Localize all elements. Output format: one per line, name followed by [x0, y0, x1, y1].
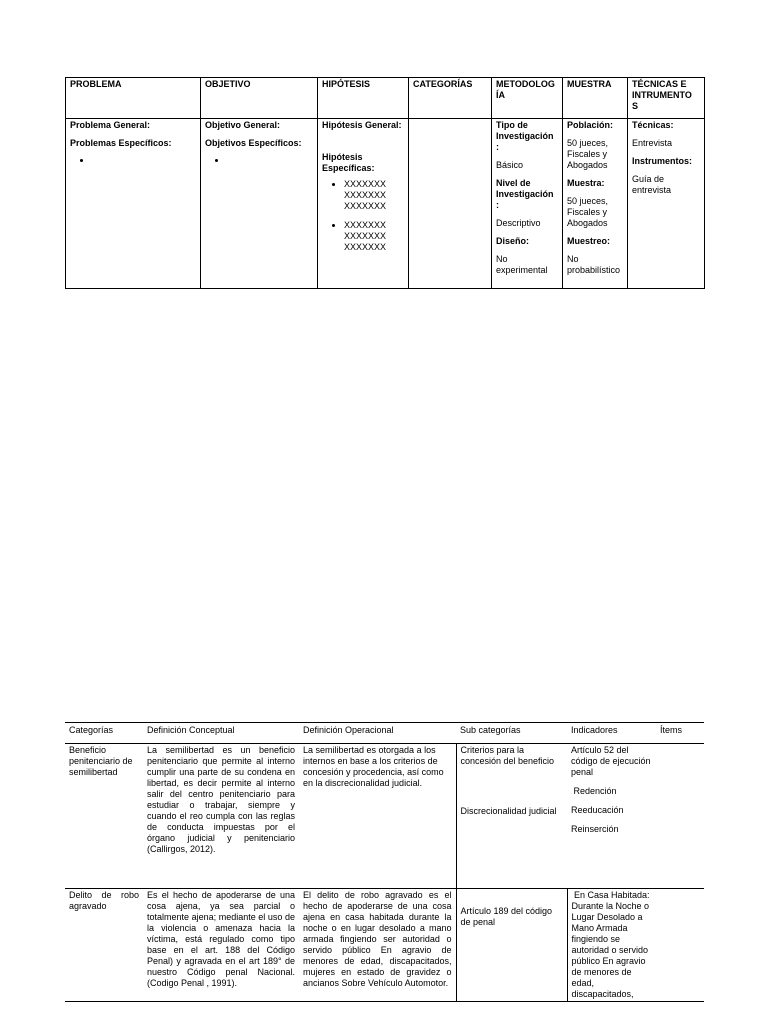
muestreo-value: No probabilístico: [567, 254, 621, 275]
header-items: Ítems: [656, 723, 704, 744]
hipotesis-list: [322, 179, 404, 253]
nivel-investigacion-label: Nivel de Investigación :: [496, 178, 554, 210]
header-categorias: CATEGORÍAS: [409, 78, 492, 119]
subcategoria-item: Artículo 189 del código de penal: [460, 906, 553, 927]
cell-problema: [66, 119, 201, 289]
muestra-value: 50 jueces, Fiscales y Abogados: [567, 196, 609, 228]
problemas-especificos-list: [70, 155, 196, 166]
list-item: [92, 155, 196, 166]
matrix-header-row: [66, 78, 705, 119]
categoria-cell: Beneficio penitenciario de semilibertad: [65, 744, 143, 889]
tipo-investigacion-label: Tipo de Investigación :: [496, 120, 554, 152]
cell-tecnicas: [628, 119, 705, 289]
header-problema: PROBLEMA: [66, 78, 201, 119]
subcategoria-item: Criterios para la concesión del beneficio: [460, 745, 555, 766]
instrumentos-label: Instrumentos:: [632, 156, 693, 166]
header-hipotesis: HIPÓTESIS: [318, 78, 409, 119]
nivel-investigacion-value: Descriptivo: [496, 218, 541, 228]
list-item: • XXXXXXX XXXXXXX XXXXXXX: [344, 220, 404, 253]
items-cell: [656, 889, 704, 1002]
objetivos-especificos-list: [205, 155, 313, 166]
table-row: [65, 889, 704, 1002]
tipo-investigacion-value: Básico: [496, 160, 524, 170]
poblacion-label: Población:: [567, 120, 614, 130]
cell-muestra: [563, 119, 628, 289]
tecnicas-value: Entrevista: [632, 138, 673, 148]
categoria-cell: Delito de robo agravado: [65, 889, 143, 1002]
header-metodologia-text: METODOLOG ÍA: [496, 79, 555, 100]
indicador-item: Artículo 52 del código de ejecución penal: [571, 745, 651, 777]
header-definicion-conceptual: Definición Conceptual: [143, 723, 299, 744]
conceptual-cell: Es el hecho de apoderarse de una cosa ajena, ya sea parcial o totalmente ajena; mediante el uso de la violencia o amenaza hacia la víctima, está regulado como tipo base en el art. 188 del Código Penal) y agravada en el art 189° de nuestro Código penal Nacional. (Codigo Penal , 1991).: [143, 889, 299, 1002]
indicadores-cell: [567, 744, 656, 889]
hipotesis-general-label: Hipótesis General:: [322, 120, 402, 130]
table-row: [65, 744, 704, 889]
poblacion-value: 50 jueces, Fiscales y Abogados: [567, 138, 609, 170]
operationalization-table: [65, 722, 704, 1002]
subcategorias-cell: [456, 744, 567, 889]
header-sub-categorias: Sub categorías: [456, 723, 567, 744]
header-objetivo: OBJETIVO: [201, 78, 318, 119]
diseno-label: Diseño:: [496, 236, 530, 246]
objetivo-general-label: Objetivo General:: [205, 120, 281, 130]
matrix-body-row: [66, 119, 705, 289]
list-item: • XXXXXXX XXXXXXX XXXXXXX: [344, 179, 404, 212]
muestra-label: Muestra:: [567, 178, 605, 188]
indicador-item: En Casa Habitada: Durante la Noche o Lugar Desolado a Mano Armada fingiendo se autoridad o servido público En agravio de menores de edad, discapacitados,: [571, 890, 653, 999]
cell-objetivo: [201, 119, 318, 289]
tecnicas-label: Técnicas:: [632, 120, 674, 130]
header-muestra: MUESTRA: [563, 78, 628, 119]
header-indicadores: Indicadores: [567, 723, 656, 744]
conceptual-cell: La semilibertad es un beneficio penitenciario que permite al interno cumplir una parte de su condena en libertad, es decir permite al interno salir del centro penitenciario para estudiar o trabajar, siempre y cuando el reo cumpla con las reglas de conducta impuestas por el órgano judicial y penitenciario (Callirgos, 2012).: [143, 744, 299, 889]
instrumentos-value: Guía de entrevista: [632, 174, 672, 195]
operacional-cell: La semilibertad es otorgada a los internos en base a los criterios de concesión y procedencia, así como en la discrecionalidad judicial.: [299, 744, 456, 889]
header-tecnicas: [628, 78, 705, 119]
cell-metodologia: [492, 119, 563, 289]
objetivos-especificos-label: Objetivos Específicos:: [205, 138, 302, 148]
indicador-item: Redención: [571, 786, 617, 796]
problemas-especificos-label: Problemas Específicos:: [70, 138, 172, 148]
cell-hipotesis: [318, 119, 409, 289]
list-item: [227, 155, 313, 166]
header-definicion-operacional: Definición Operacional: [299, 723, 456, 744]
diseno-value: No experimental: [496, 254, 548, 275]
consistency-matrix-table: [65, 77, 705, 289]
header-tecnicas-text: TÉCNICAS E INTRUMENTO S: [632, 79, 692, 111]
cell-categorias: [409, 119, 492, 289]
indicador-item: Reinserción: [571, 824, 619, 834]
indicadores-cell: [567, 889, 656, 1002]
problema-general-label: Problema General:: [70, 120, 151, 130]
indicador-item: Reeducación: [571, 805, 624, 815]
hipotesis-especificas-label: Hipótesis Específicas:: [322, 152, 375, 173]
items-cell: [656, 744, 704, 889]
header-metodologia: [492, 78, 563, 119]
header-categorias: Categorías: [65, 723, 143, 744]
muestreo-label: Muestreo:: [567, 236, 611, 246]
operacional-cell: El delito de robo agravado es el hecho de apoderarse de una cosa ajena en casa habitada durante la noche o en lugar desolado a mano armada fingiendo ser autoridad o servido público En agravio de menores de edad, discapacitados, mujeres en estado de gravidez o ancianos Sobre Vehículo Automotor.: [299, 889, 456, 1002]
subcategoria-item: Discrecionalidad judicial: [460, 806, 557, 816]
ops-header-row: [65, 723, 704, 744]
subcategorias-cell: [456, 889, 567, 1002]
